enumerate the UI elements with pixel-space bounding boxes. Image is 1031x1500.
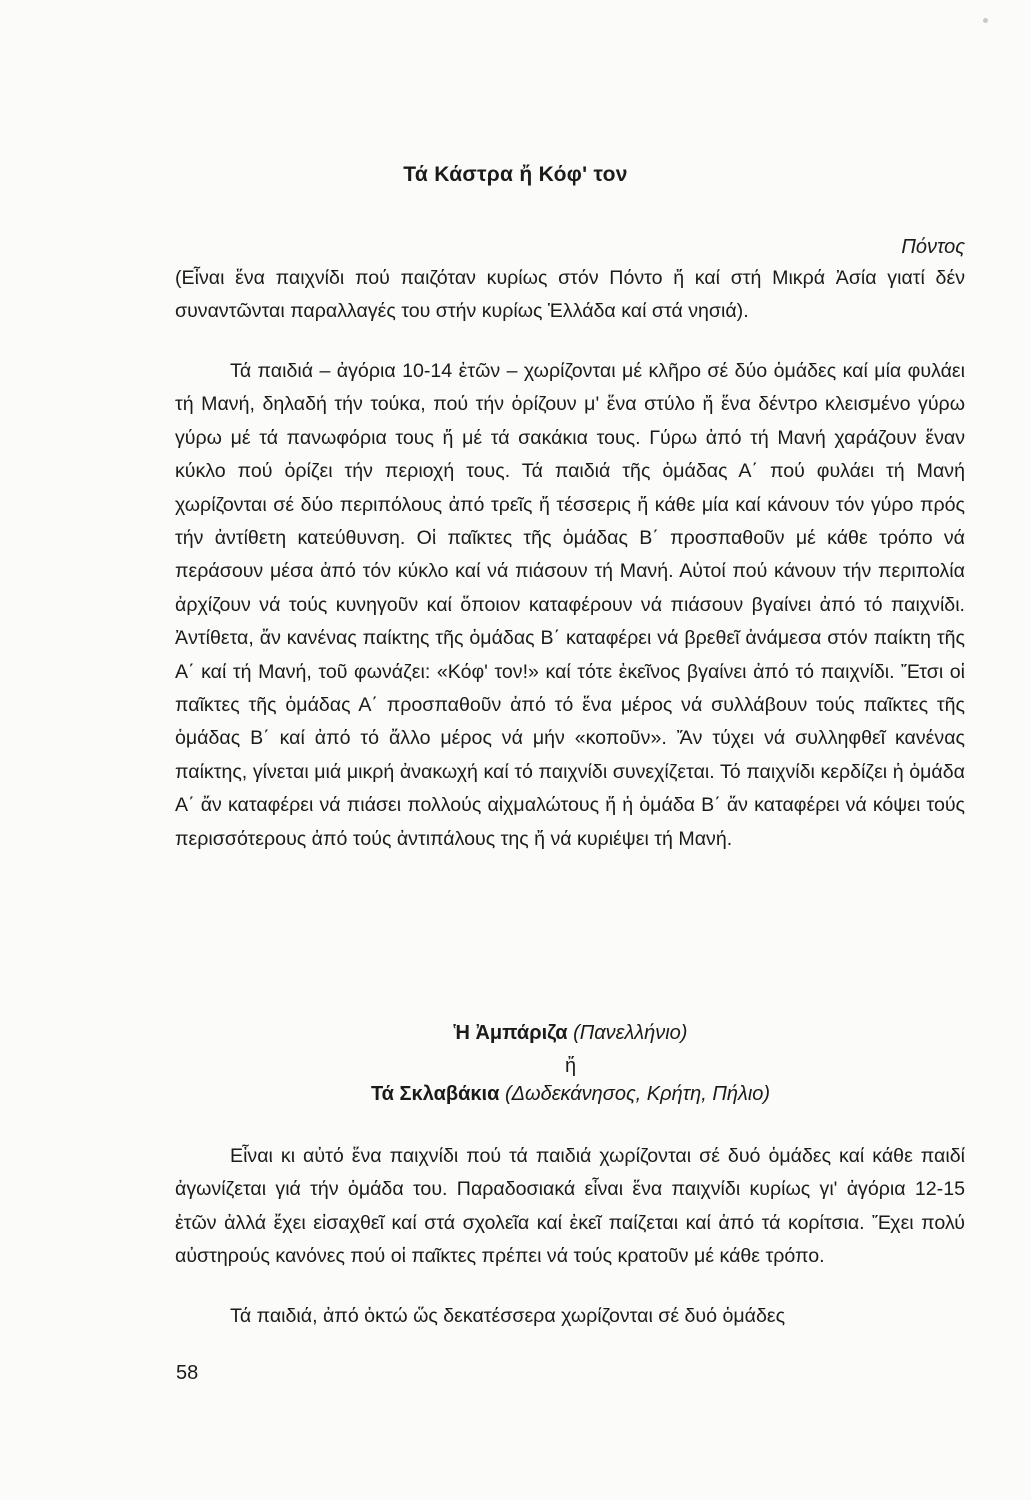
- game-name-ampariza: Ἡ Ἀμπάριζα: [453, 1022, 568, 1044]
- ampariza-paragraph-2: Τά παιδιά, ἀπό ὀκτώ ὥς δεκατέσσερα χωρίζονται σέ δυό ὁμάδες: [230, 1305, 786, 1327]
- heading-or: ἤ: [564, 1055, 577, 1077]
- page-number: 58: [176, 1362, 199, 1384]
- section-heading-ampariza: [0, 1022, 1031, 1045]
- speck-mark: [983, 18, 988, 23]
- rules-paragraph: Τά παιδιά – ἀγόρια 10-14 ἐτῶν – χωρίζονται μέ κλῆρο σέ δύο ὁμάδες καί μία φυλάει τή Μανή, δηλαδή τήν τούκα, πού τήν ὁρίζουν μ' ἕνα στύλο ἤ ἕνα δέντρο κλεισμένο γύρω γύρω μέ τά πανωφόρια τους ἤ μέ τά σακάκια τους. Γύρω ἀπό τή Μανή χαράζουν ἕναν κύκλο πού ὁρίζει τήν περιοχή τους. Τά παιδιά τῆς ὁμάδας Α΄ πού φυλάει τή Μανή χωρίζονται σέ δύο περιπόλους ἀπό τρεῖς ἤ τέσσερις ἤ κάθε μία καί κάνουν τόν γύρο πρός τήν ἀντίθετη κατεύθυνση. Οἱ παῖκτες τῆς ὁμάδας Β΄ προσπαθοῦν μέ κάθε τρόπο νά περάσουν μέσα ἀπό τόν κύκλο καί νά πιάσουν τή Μανή. Αὐτοί πού κάνουν τήν περιπολία ἀρχίζουν νά τούς κυνηγοῦν καί ὅποιον καταφέρουν νά πιάσουν βγαίνει ἀπό τό παιχνίδι. Ἀντίθετα, ἄν κανένας παίκτης τῆς ὁμάδας Β΄ καταφέρει νά βρεθεῖ ἀνάμεσα στόν παίκτη τῆς Α΄ καί τή Μανή, τοῦ φωνάζει: «Κόφ' τον!» καί τότε ἐκεῖνος βγαίνει ἀπό τό παιχνίδι. Ἔτσι οἱ παῖκτες τῆς ὁμάδας Α΄ προσπαθοῦν ἀπό τό ἕνα μέρος νά συλλάβουν τούς παῖκτες τῆς ὁμάδας Β΄ καί ἀπό τό ἄλλο μέρος νά μήν «κοποῦν». Ἄν τύχει νά συλληφθεῖ κανένας παίκτης, γίνεται μιά μικρή ἀνακωχή καί τό παιχνίδι συνεχίζεται. Τό παιχνίδι κερδίζει ἡ ὁμάδα Α΄ ἄν καταφέρει νά πιάσει πολλούς αἰχμαλώτους ἤ ἡ ὁμάδα Β΄ ἄν καταφέρει νά κόψει τούς περισσότερους ἀπό τούς ἀντιπάλους της ἤ νά κυριέψει τή Μανή.: [175, 360, 965, 850]
- game-place-sklavakia: (Δωδεκάνησος, Κρήτη, Πήλιο): [504, 1083, 771, 1105]
- intro-paragraph: (Εἶναι ἕνα παιχνίδι πού παιζόταν κυρίως στόν Πόντο ἤ καί στή Μικρά Ἀσία γιατί δέν συναντῶνται παραλλαγές του στήν κυρίως Ἑλλάδα καί στά νησιά).: [175, 267, 965, 323]
- section-heading-sklavakia: [0, 1083, 1031, 1106]
- game-place-ampariza: (Πανελλήνιο): [573, 1022, 688, 1044]
- ampariza-paragraph-1: Εἶναι κι αὐτό ἕνα παιχνίδι πού τά παιδιά χωρίζονται σέ δυό ὁμάδες καί κάθε παιδί ἀγωνίζεται γιά τήν ὁμάδα του. Παραδοσιακά εἶναι ἕνα παιχνίδι κυρίως γι' ἀγόρια 12-15 ἐτῶν ἀλλά ἔχει εἰσαχθεῖ καί στά σχολεῖα καί ἐκεῖ παίζεται καί ἀπό τά κορίτσια. Ἔχει πολύ αὐστηρούς κανόνες πού οἱ παῖκτες πρέπει νά τούς κρατοῦν μέ κάθε τρόπο.: [175, 1145, 965, 1268]
- game-name-sklavakia: Τά Σκλαβάκια: [370, 1083, 500, 1105]
- region-label: Πόντος: [901, 236, 965, 258]
- game-title: Τά Κάστρα ἤ Κόφ' τον: [403, 163, 628, 186]
